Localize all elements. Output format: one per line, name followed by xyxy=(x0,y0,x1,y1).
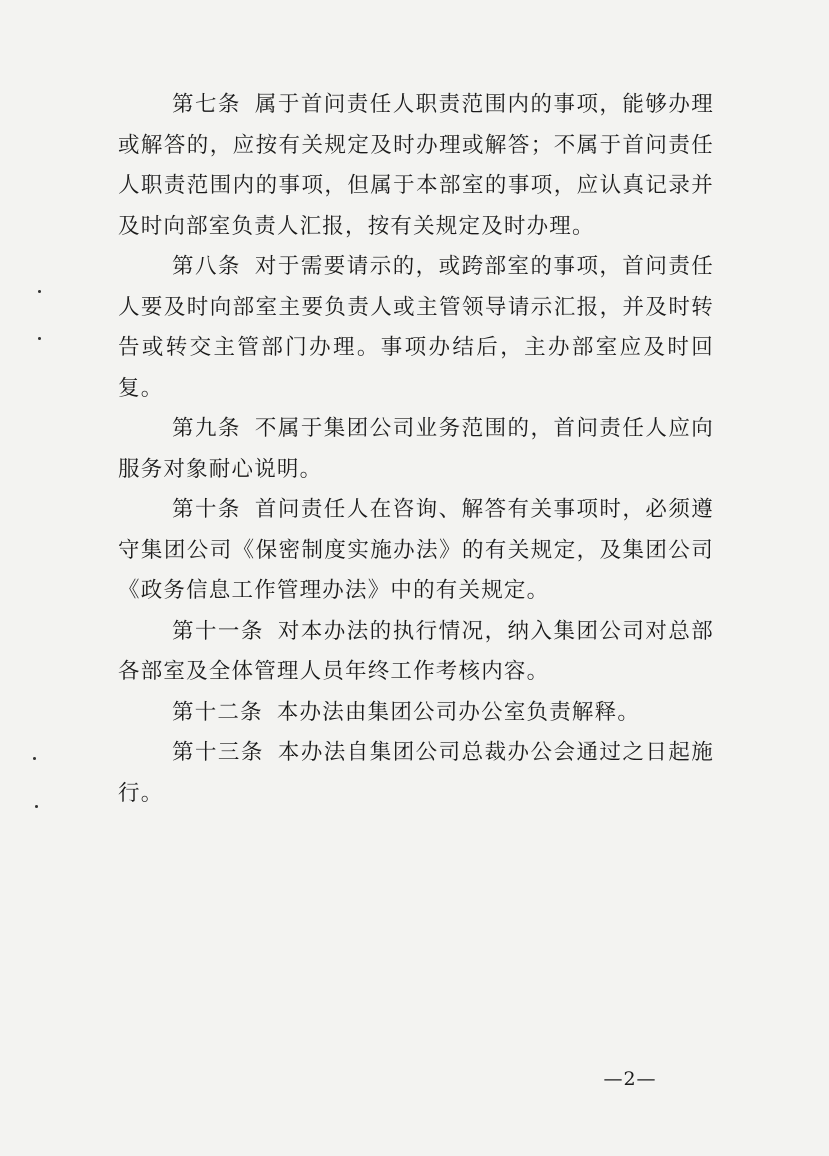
article-number: 第八条 xyxy=(172,254,241,279)
article-number: 第十二条 xyxy=(172,699,263,725)
scan-speck xyxy=(38,337,41,340)
document-body xyxy=(118,85,714,814)
scan-speck xyxy=(35,805,38,808)
article-number: 第十条 xyxy=(172,497,241,522)
scan-speck xyxy=(33,757,36,760)
page-number: —2— xyxy=(603,1068,657,1090)
article-12 xyxy=(118,693,714,734)
article-10 xyxy=(118,490,714,612)
article-8 xyxy=(118,247,714,409)
article-number: 第九条 xyxy=(172,416,241,441)
article-number: 第十一条 xyxy=(172,618,264,644)
article-text: 不属于集团公司业务范围的，首问责任人应向服务对象耐心说明。 xyxy=(118,416,714,482)
article-11 xyxy=(118,612,714,693)
article-text: 本办法自集团公司总裁办公会通过之日起施行。 xyxy=(118,740,714,806)
article-number: 第十三条 xyxy=(172,740,264,765)
article-text: 属于首问责任人职责范围内的事项，能够办理或解答的，应按有关规定及时办理或解答；不属于首问责任人职责范围内的事项，但属于本部室的事项，应认真记录并及时向部室负责人汇报，按有关规定及时办理。 xyxy=(118,92,714,239)
scan-speck xyxy=(38,290,41,293)
article-number: 第七条 xyxy=(172,92,241,117)
article-7 xyxy=(118,85,714,247)
article-text: 本办法由集团公司办公室负责解释。 xyxy=(276,699,641,725)
article-text: 对于需要请示的，或跨部室的事项，首问责任人要及时向部室主要负责人或主管领导请示汇报，并及时转告或转交主管部门办理。事项办结后，主办部室应及时回复。 xyxy=(118,254,714,401)
article-text: 对本办法的执行情况，纳入集团公司对总部各部室及全体管理人员年终工作考核内容。 xyxy=(118,618,714,684)
article-text: 首问责任人在咨询、解答有关事项时，必须遵守集团公司《保密制度实施办法》的有关规定，及集团公司《政务信息工作管理办法》中的有关规定。 xyxy=(118,497,714,603)
article-13 xyxy=(118,733,714,814)
article-9 xyxy=(118,409,714,490)
